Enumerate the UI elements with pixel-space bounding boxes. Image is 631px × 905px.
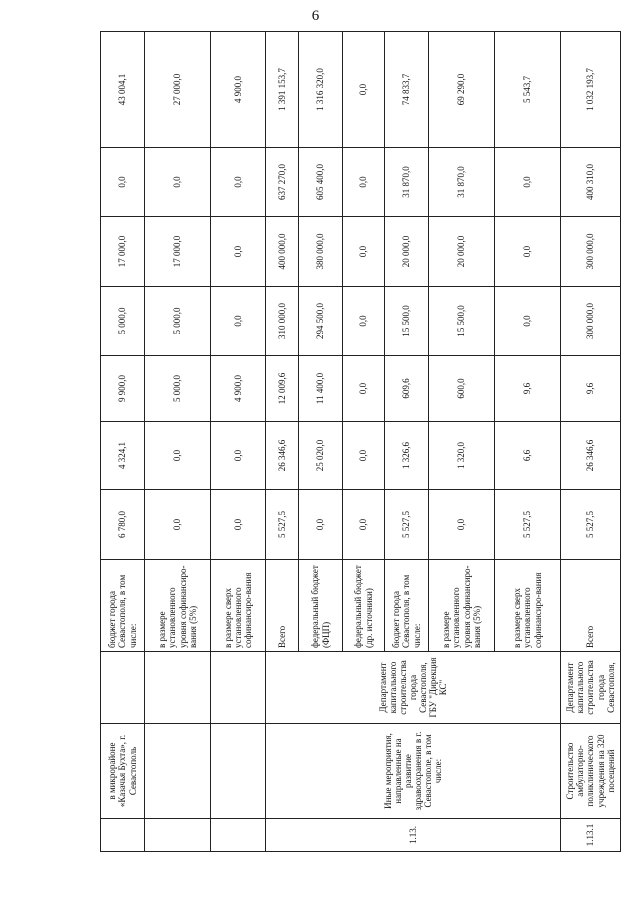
funding-source: в размере сверх установленного софинансиро-вания [495, 560, 561, 652]
value-cell: 5 543,7 [495, 32, 561, 148]
value-cell: 43 004,1 [101, 32, 145, 148]
value-cell: 1 316 320,0 [299, 32, 343, 148]
value-cell: 12 009,6 [266, 356, 299, 422]
value-cell: 310 000,0 [266, 287, 299, 356]
value-cell: 31 870,0 [429, 148, 495, 217]
row-executor [101, 652, 145, 724]
value-cell: 1 320,0 [429, 422, 495, 490]
funding-source: федеральный бюджет (др. источники) [343, 560, 385, 652]
value-cell: 0,0 [101, 148, 145, 217]
value-cell: 25 020,0 [299, 422, 343, 490]
row-executor: Департамент капитального строительства города Севастополя, [561, 652, 621, 724]
value-cell: 74 833,7 [385, 32, 429, 148]
row-name: Строительство амбулаторно-поликлинического учреждения на 320 посещений [561, 724, 621, 819]
value-cell: 0,0 [299, 490, 343, 560]
value-cell: 400 310,0 [561, 148, 621, 217]
row-index: 1.13.1 [561, 819, 621, 852]
value-cell: 27 000,0 [145, 32, 211, 148]
budget-table [100, 31, 621, 852]
value-cell: 5 000,0 [145, 287, 211, 356]
value-cell: 20 000,0 [429, 217, 495, 287]
value-cell: 0,0 [343, 287, 385, 356]
funding-source: федеральный бюджет (ФЦП) [299, 560, 343, 652]
funding-source: в размере сверх установленного софинансиро-вания [211, 560, 266, 652]
value-cell: 4 324,1 [101, 422, 145, 490]
value-cell: 0,0 [211, 148, 266, 217]
row-index: 1.13. [266, 819, 561, 852]
funding-source: в размере установленного уровня софинансиро-вания (5%) [429, 560, 495, 652]
value-cell: 9 900,0 [101, 356, 145, 422]
value-cell: 0,0 [343, 148, 385, 217]
funding-source: в размере установленного уровня софинансиро-вания (5%) [145, 560, 211, 652]
value-cell: 605 400,0 [299, 148, 343, 217]
rotated-table-container [100, 32, 620, 852]
row-index [101, 819, 145, 852]
table-row [561, 32, 621, 852]
table-row [266, 32, 299, 852]
value-cell: 9,6 [561, 356, 621, 422]
row-name [145, 724, 211, 819]
value-cell: 9,6 [495, 356, 561, 422]
value-cell: 4 900,0 [211, 32, 266, 148]
value-cell: 5 527,5 [385, 490, 429, 560]
row-name [211, 724, 266, 819]
row-executor: Департамент капитального строительства города Севастополя, ГБУ "Дирекция КС" [266, 652, 561, 724]
value-cell: 380 000,0 [299, 217, 343, 287]
value-cell: 0,0 [145, 490, 211, 560]
value-cell: 11 400,0 [299, 356, 343, 422]
value-cell: 0,0 [211, 287, 266, 356]
value-cell: 15 500,0 [429, 287, 495, 356]
value-cell: 0,0 [211, 422, 266, 490]
value-cell: 4 900,0 [211, 356, 266, 422]
table-row [101, 32, 145, 852]
value-cell: 0,0 [495, 148, 561, 217]
value-cell: 17 000,0 [145, 217, 211, 287]
value-cell: 26 346,6 [561, 422, 621, 490]
funding-source: бюджет города Севастополя, в том числе: [101, 560, 145, 652]
value-cell: 300 000,0 [561, 287, 621, 356]
funding-source: Всего [266, 560, 299, 652]
value-cell: 609,6 [385, 356, 429, 422]
value-cell: 0,0 [495, 287, 561, 356]
value-cell: 5 527,5 [561, 490, 621, 560]
row-executor [145, 652, 211, 724]
value-cell: 0,0 [343, 490, 385, 560]
value-cell: 600,0 [429, 356, 495, 422]
row-index [145, 819, 211, 852]
value-cell: 0,0 [211, 490, 266, 560]
table-row [145, 32, 211, 852]
value-cell: 0,0 [145, 148, 211, 217]
value-cell: 0,0 [343, 422, 385, 490]
table-row [211, 32, 266, 852]
value-cell: 6 780,0 [101, 490, 145, 560]
value-cell: 0,0 [343, 356, 385, 422]
value-cell: 637 270,0 [266, 148, 299, 217]
value-cell: 0,0 [429, 490, 495, 560]
value-cell: 5 527,5 [495, 490, 561, 560]
row-index [211, 819, 266, 852]
value-cell: 5 000,0 [101, 287, 145, 356]
value-cell: 31 870,0 [385, 148, 429, 217]
value-cell: 1 391 153,7 [266, 32, 299, 148]
rotated-table-wrapper [100, 32, 620, 852]
row-name: Иные мероприятия, направленные на развитие здравоохранения в г. Севастополе, в том числе: [266, 724, 561, 819]
value-cell: 15 500,0 [385, 287, 429, 356]
value-cell: 0,0 [495, 217, 561, 287]
value-cell: 1 326,6 [385, 422, 429, 490]
value-cell: 1 032 193,7 [561, 32, 621, 148]
value-cell: 5 527,5 [266, 490, 299, 560]
row-name: в микрорайоне «Казачья Бухта», г. Севастополь [101, 724, 145, 819]
value-cell: 400 000,0 [266, 217, 299, 287]
value-cell: 0,0 [211, 217, 266, 287]
value-cell: 69 290,0 [429, 32, 495, 148]
page-number: 6 [311, 8, 320, 24]
value-cell: 17 000,0 [101, 217, 145, 287]
value-cell: 6,6 [495, 422, 561, 490]
value-cell: 300 000,0 [561, 217, 621, 287]
value-cell: 0,0 [145, 422, 211, 490]
value-cell: 5 000,0 [145, 356, 211, 422]
funding-source: бюджет города Севастополя, в том числе: [385, 560, 429, 652]
value-cell: 294 500,0 [299, 287, 343, 356]
value-cell: 26 346,6 [266, 422, 299, 490]
funding-source: Всего [561, 560, 621, 652]
row-executor [211, 652, 266, 724]
value-cell: 0,0 [343, 217, 385, 287]
value-cell: 20 000,0 [385, 217, 429, 287]
value-cell: 0,0 [343, 32, 385, 148]
